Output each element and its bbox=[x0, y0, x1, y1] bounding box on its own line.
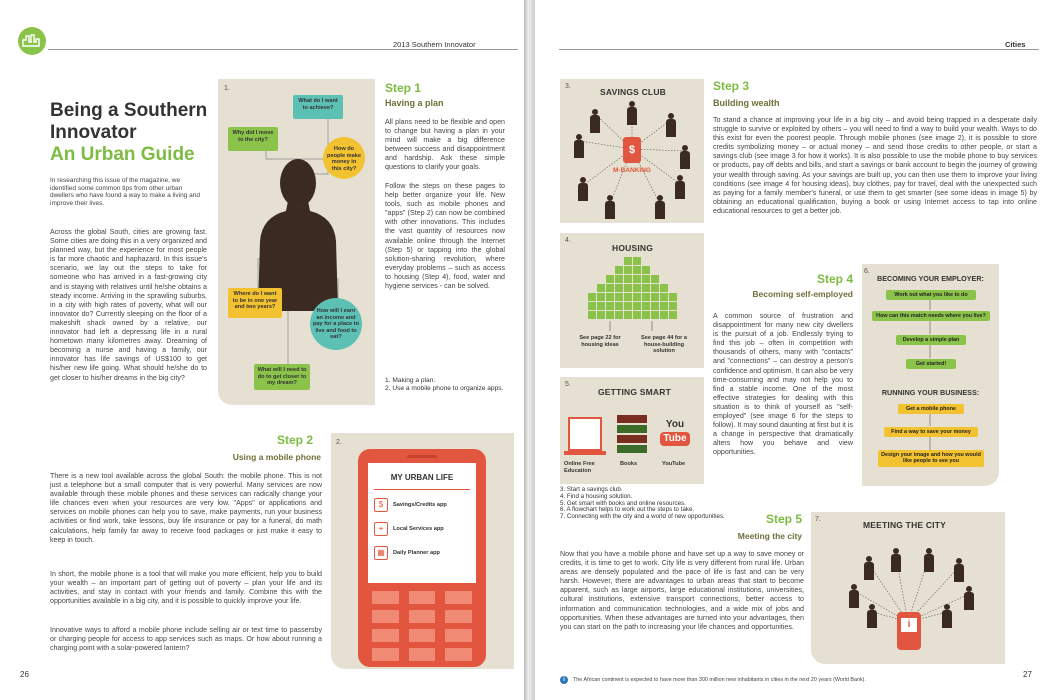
person-icon bbox=[680, 145, 690, 169]
app-daily-planner[interactable] bbox=[374, 543, 470, 563]
figure-5-panel bbox=[560, 377, 704, 484]
caption-3: 3. Start a savings club. bbox=[560, 486, 623, 493]
housing-caption-2: See page 44 for a house-building solution bbox=[640, 335, 687, 355]
housing-blocks-icon bbox=[582, 255, 682, 331]
figure-7-panel bbox=[811, 512, 1005, 664]
bubble-earn-income: How will I earn an income and pay for a place to live and food to eat? bbox=[310, 298, 362, 350]
figure-number: 7. bbox=[815, 516, 821, 523]
flow-step-design-image: Design your image and how you would like people to see you bbox=[878, 450, 984, 467]
phone-screen bbox=[368, 463, 476, 583]
figure-4-panel bbox=[560, 233, 704, 368]
figure-number: 1. bbox=[224, 85, 230, 92]
step5-para1: Now that you have a mobile phone and have set up a way to save money or credits, it is time to get to work. City life is very different from rural life. Urban areas are densely populated and the pace of life is fast and can be very harsh. However, there are advantages to urban areas that start to become apparent, such as large airports, large educational institutions, universities, cultural institutions, extensive transport connections, better access to information and communication technologies, and a wide mix of jobs and opportunities. When these advantages are turned into your advantages, then you can start on the path to increasing your life chances and opportunities. bbox=[560, 550, 804, 631]
city-logo-icon bbox=[18, 27, 46, 55]
youtube-logo-tube: Tube bbox=[660, 432, 690, 446]
person-icon bbox=[954, 558, 964, 582]
flow-step-simple-plan: Develop a simple plan bbox=[896, 335, 966, 345]
person-icon bbox=[590, 109, 600, 133]
person-icon bbox=[864, 556, 874, 580]
step1-label: Step 1 bbox=[385, 81, 422, 95]
flow-step-save-money: Find a way to save your money bbox=[884, 427, 978, 437]
info-icon: i bbox=[560, 676, 568, 684]
caption-5: 5. Get smart with books and online resources. bbox=[560, 499, 686, 507]
figure-title: SAVINGS CLUB bbox=[600, 87, 666, 97]
figure-number: 6. bbox=[864, 268, 870, 275]
caption-7: 7. Connecting with the city and a world of new opportunities. bbox=[560, 513, 725, 521]
figure-number: 5. bbox=[565, 381, 571, 388]
caption-4: 4. Find a housing solution. bbox=[560, 492, 633, 500]
book-gutter bbox=[524, 0, 535, 700]
person-icon bbox=[891, 548, 901, 572]
step4-label: Step 4 bbox=[816, 272, 853, 286]
m-banking-label: M-BANKING bbox=[613, 167, 651, 174]
flow-title-employer: BECOMING YOUR EMPLOYER: bbox=[877, 274, 984, 283]
flow-step-mobile-phone: Get a mobile phone bbox=[898, 404, 964, 414]
footnote: The African continent is expected to have more than 300 million new inhabitants in cities in the next 20 years (World Bank). bbox=[573, 677, 866, 683]
app-savings[interactable] bbox=[374, 495, 470, 515]
bubble-one-year: Where do I want to be in one year and two years? bbox=[228, 288, 282, 318]
laptop-base bbox=[564, 451, 606, 455]
person-icon bbox=[867, 604, 877, 628]
youtube-logo-you: You bbox=[665, 419, 685, 430]
screen-title: MY URBAN LIFE bbox=[390, 473, 454, 482]
map-pin-icon: ⌖ bbox=[374, 522, 388, 536]
step1-captions bbox=[385, 377, 505, 393]
right-page bbox=[535, 0, 1049, 700]
figure-1-panel bbox=[218, 79, 375, 405]
page-number-left: 26 bbox=[20, 670, 29, 679]
bubble-achieve: What do I want to achieve? bbox=[293, 95, 343, 119]
step5-label: Step 5 bbox=[765, 512, 802, 526]
person-icon bbox=[675, 175, 685, 199]
keypad bbox=[372, 591, 472, 661]
step2-label: Step 2 bbox=[277, 433, 314, 447]
figure-number: 2. bbox=[336, 439, 342, 446]
person-silhouette-icon bbox=[258, 151, 338, 311]
person-icon bbox=[924, 548, 934, 572]
step2-subtitle: Using a mobile phone bbox=[232, 452, 321, 462]
header-section: Cities bbox=[1005, 40, 1026, 49]
step3-label: Step 3 bbox=[713, 79, 750, 93]
bubble-make-money: How do people make money in this city? bbox=[323, 137, 365, 179]
step4-para1: A common source of frustration and disappointment for many new city dwellers is the pursuit of a job. Endlessly trying to find this job – often in competition with thousands of others, many with "contacts" and "connections" – can destroy a person's confidence and optimism. It can also be very time-consuming and may not help you to find a stable income. One of the most effective strategies for dealing with this situation is to think of yourself as "self-employed" (see image 6 for the steps to follow). It may sound daunting at first but it is a change in perspective that dramatically alters how you behave and view opportunities. bbox=[713, 312, 853, 457]
flow-title-business: RUNNING YOUR BUSINESS: bbox=[881, 388, 980, 397]
step2-para2: In short, the mobile phone is a tool that will make you more efficient, help you to build your wealth – an important part of getting out of poverty – plan your life and its activities, and stay in contact with your friends and family. Combine this with the opportunities available in a big city, and it is possible to quickly improve your life. bbox=[50, 570, 322, 606]
flow-step-get-started: Get started! bbox=[906, 359, 956, 369]
step1-para1: All plans need to be flexible and open to change but having a plan in your mind will make a big difference between success and disappointment and hardship. Ask these simple questions to clarify your goals. bbox=[385, 118, 505, 172]
person-icon bbox=[849, 584, 859, 608]
figure-title: MEETING THE CITY bbox=[863, 520, 947, 530]
step1-subtitle: Having a plan bbox=[385, 98, 444, 108]
intro-text: In researching this issue of the magazine, we identified some common tips from other urban dwellers who have found a way to make a living and improve their lives. bbox=[50, 177, 200, 207]
figure-2-panel bbox=[331, 433, 514, 669]
person-icon bbox=[605, 195, 615, 219]
figure-6-panel bbox=[862, 264, 999, 486]
mobile-phone bbox=[358, 449, 486, 667]
person-icon bbox=[578, 177, 588, 201]
figure-title: HOUSING bbox=[612, 243, 654, 253]
housing-caption-1: See page 22 for housing ideas bbox=[579, 335, 621, 348]
header-issue: 2013 Southern Innovator bbox=[393, 40, 476, 49]
step2-para1: There is a new tool available across the global South: the mobile phone. This is not just a telephone but a small computer that is very powerful. Many services are now available through these mobile phones and these services can radically change your life chances even when your resources are very low. "Apps" or applications and services on mobile phones can help you to save, make payments, run your business activities or find work, take lessons, buy life insurance or pay for a funeral, do math calculations, help family far away to receive food packages or just make it easy to keep in touch. bbox=[50, 472, 322, 544]
laptop-icon bbox=[568, 417, 602, 451]
bubble-dream: What will I need to do to get closer to my dream? bbox=[254, 364, 310, 390]
person-icon bbox=[655, 195, 665, 219]
calendar-icon: ▦ bbox=[374, 546, 388, 560]
step3-para1: To stand a chance at improving your life in a big city – and avoid being trapped in a desperate daily struggle to survive or exploited by others – you will need to find a way to build your wealth. Ways to do this exist for even the poorest people. Through mobile phones (see image 2), it is possible to store credits symbolizing money – or actual money – and send those credits to other people, or start a savings club (see image 3 for how it works). It is also possible to use the mobile phone to buy services or products, pay off debts and bills, and start a savings or bank account to begin the journey of growing your wealth through saving. As your savings are built up, you can then use them to improve your living conditions (see image 4 for housing ideas), buy clothes, pay for travel, deal with the unexpected such as paying for a family member's funeral, or use them to get smarter (see some ideas in image 5) by obtaining an educational qualification, buying a book or using Internet access to tap into online educational resources to get a better job. bbox=[713, 116, 1037, 215]
figure-number: 3. bbox=[565, 83, 571, 90]
caption-1: 1. Making a plan. bbox=[385, 377, 436, 384]
title-line2: Innovator bbox=[50, 122, 137, 143]
person-icon bbox=[942, 604, 952, 628]
app-label: Savings/Credits app bbox=[393, 502, 447, 508]
step5-subtitle: Meeting the city bbox=[737, 531, 802, 541]
app-local-services[interactable] bbox=[374, 519, 470, 539]
figure-title: GETTING SMART bbox=[598, 387, 671, 397]
books-icon bbox=[617, 415, 647, 457]
item-online-education: Online Free Education bbox=[564, 461, 595, 474]
left-page bbox=[0, 0, 524, 700]
caption-2: 2. Use a mobile phone to organize apps. bbox=[385, 384, 504, 392]
figure-3-panel bbox=[560, 79, 704, 223]
mobile-phone-icon: i bbox=[897, 612, 921, 650]
lead-paragraph: Across the global South, cities are growing fast. Some cities are doing this in a very organized and planned way, but the experience for most people is far more chaotic and haphazard. In this issue's scenario, we lay out the steps to take for someone who has arrived in a fast-growing city and is staying with relatives until he/she obtains a steady income. Arriving in the sprawling suburbs, in a city with high rates of poverty, what will our innovator do? Currently sleeping on the floor of a makeshift shack owned by a relative, our innovator had left a depressing life in a rural hometown many kilometres away. Dreaming of becoming a nurse and having a family, our innovator has life savings of US$100 to get his/her new life going. What should he/she do to get closer to his/her dreams in the big city? bbox=[50, 228, 207, 382]
person-icon bbox=[666, 113, 676, 137]
title-line1: Being a Southern bbox=[50, 100, 208, 121]
person-icon bbox=[574, 134, 584, 158]
page-number-right: 27 bbox=[1023, 670, 1032, 679]
mobile-banking-phone-icon: $ bbox=[623, 137, 641, 163]
step1-para2: Follow the steps on these pages to help better organize your life. New tools, such as mobile phones and "apps" (Step 2) can now be combined with other innovations. This includes the vast quantity of resources now available online through the Internet (Step 5) or tapping into the global solution-sharing revolution, where everyday problems – such as access to housing (Step 4), food, water and hygiene services - can be solved. bbox=[385, 182, 505, 291]
header-rule bbox=[559, 49, 1039, 50]
step3-subtitle: Building wealth bbox=[713, 98, 780, 108]
item-books: Books bbox=[620, 461, 638, 467]
person-icon bbox=[964, 586, 974, 610]
bubble-why-moved: Why did I move to the city? bbox=[228, 127, 278, 151]
flow-step-work-out: Work out what you like to do bbox=[886, 290, 976, 300]
header-rule bbox=[48, 49, 518, 50]
flow-step-match-needs: How can this match needs where you live? bbox=[872, 311, 990, 321]
person-icon bbox=[627, 101, 637, 125]
savings-app-icon: $ bbox=[374, 498, 388, 512]
app-label: Local Services app bbox=[393, 526, 444, 532]
figure-number: 4. bbox=[565, 237, 571, 244]
step4-subtitle: Becoming self-employed bbox=[752, 289, 853, 299]
item-youtube: YouTube bbox=[662, 461, 686, 467]
step2-para3: Innovative ways to afford a mobile phone include selling air or text time to passersby or charging people for access to app services such as maps. Or how about running a charging point with a solar-powered lantern? bbox=[50, 626, 322, 653]
speaker-icon bbox=[407, 455, 437, 458]
app-label: Daily Planner app bbox=[393, 550, 440, 556]
right-captions bbox=[560, 487, 730, 521]
title-line3: An Urban Guide bbox=[50, 144, 195, 165]
caption-6: 6. A flowchart helps to work out the steps to take. bbox=[560, 506, 695, 514]
